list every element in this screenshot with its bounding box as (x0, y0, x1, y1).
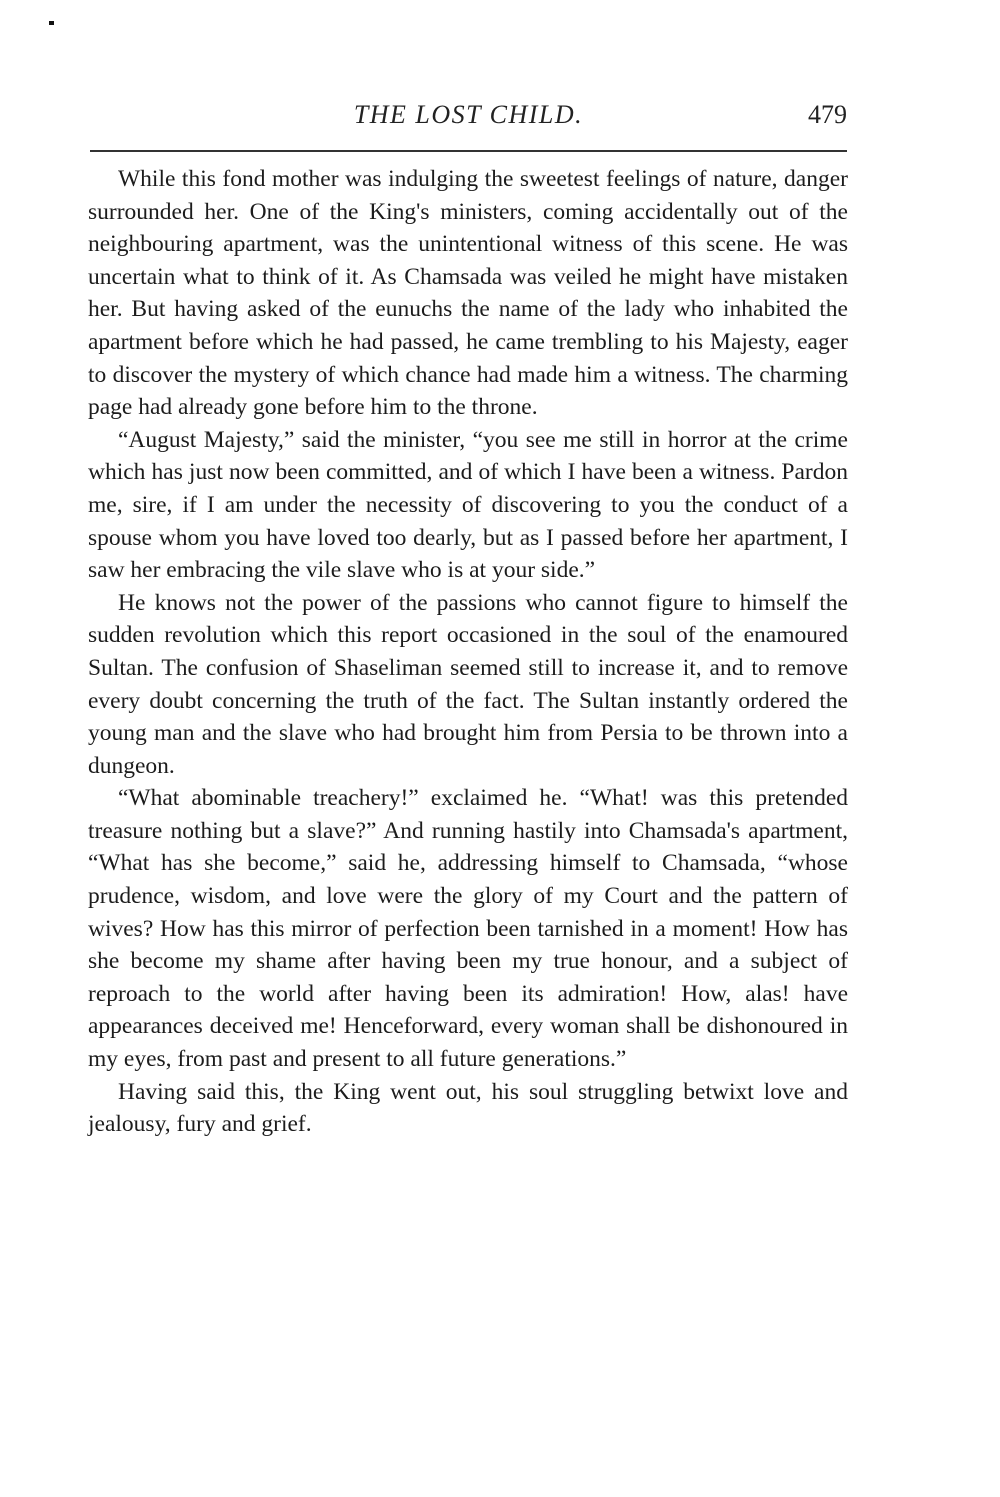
scan-speck (49, 21, 54, 25)
running-header (90, 100, 847, 140)
paragraph: “August Majesty,” said the minister, “you see me still in horror at the crime which has just now been committed, and of which I have been a witness. Pardon me, sire, if I am under the necessity of discovering to you the conduct of a spouse whom you have loved too dearly, but as I passed before her apartment, I saw her embracing the vile slave who is at your side.” (88, 426, 848, 584)
body-text (88, 163, 848, 1141)
paragraph: Having said this, the King went out, his soul struggling betwixt love and jealousy, fury and grief. (88, 1078, 848, 1138)
running-title: THE LOST CHILD. (353, 100, 584, 129)
paragraph: While this fond mother was indulging the sweetest feelings of nature, danger surrounded her. One of the King's ministers, coming accidentally out of the neighbouring apartment, was the unintentional witness of this scene. He was uncertain what to think of it. As Chamsada was veiled he might have mistaken her. But having asked of the eunuchs the name of the lady who inhabited the apartment before which he had passed, he came trembling to his Majesty, eager to discover the mystery of which chance had made him a witness. The charming page had already gone before him to the throne. (88, 166, 848, 421)
page-number: 479 (808, 100, 847, 129)
paragraph: He knows not the power of the passions who cannot figure to himself the sudden revolution which this report occasioned in the soul of the enamoured Sultan. The confusion of Shaseliman seemed still to increase it, and to remove every doubt concerning the truth of the fact. The Sultan instantly ordered the young man and the slave who had brought him from Persia to be thrown into a dungeon. (88, 589, 848, 779)
header-rule (90, 150, 847, 152)
paragraph: “What abominable treachery!” exclaimed he. “What! was this pretended treasure nothing but a slave?” And running hastily into Chamsada's apartment, “What has she become,” said he, addressing himself to Chamsada, “whose prudence, wisdom, and love were the glory of my Court and the pattern of wives? How has this mirror of perfection been tarnished in a moment! How has she become my shame after having been my true honour, and a subject of reproach to the world after having been its admiration! How, alas! have appearances deceived me! Henceforward, every woman shall be dishonoured in my eyes, from past and present to all future generations.” (88, 785, 848, 1073)
